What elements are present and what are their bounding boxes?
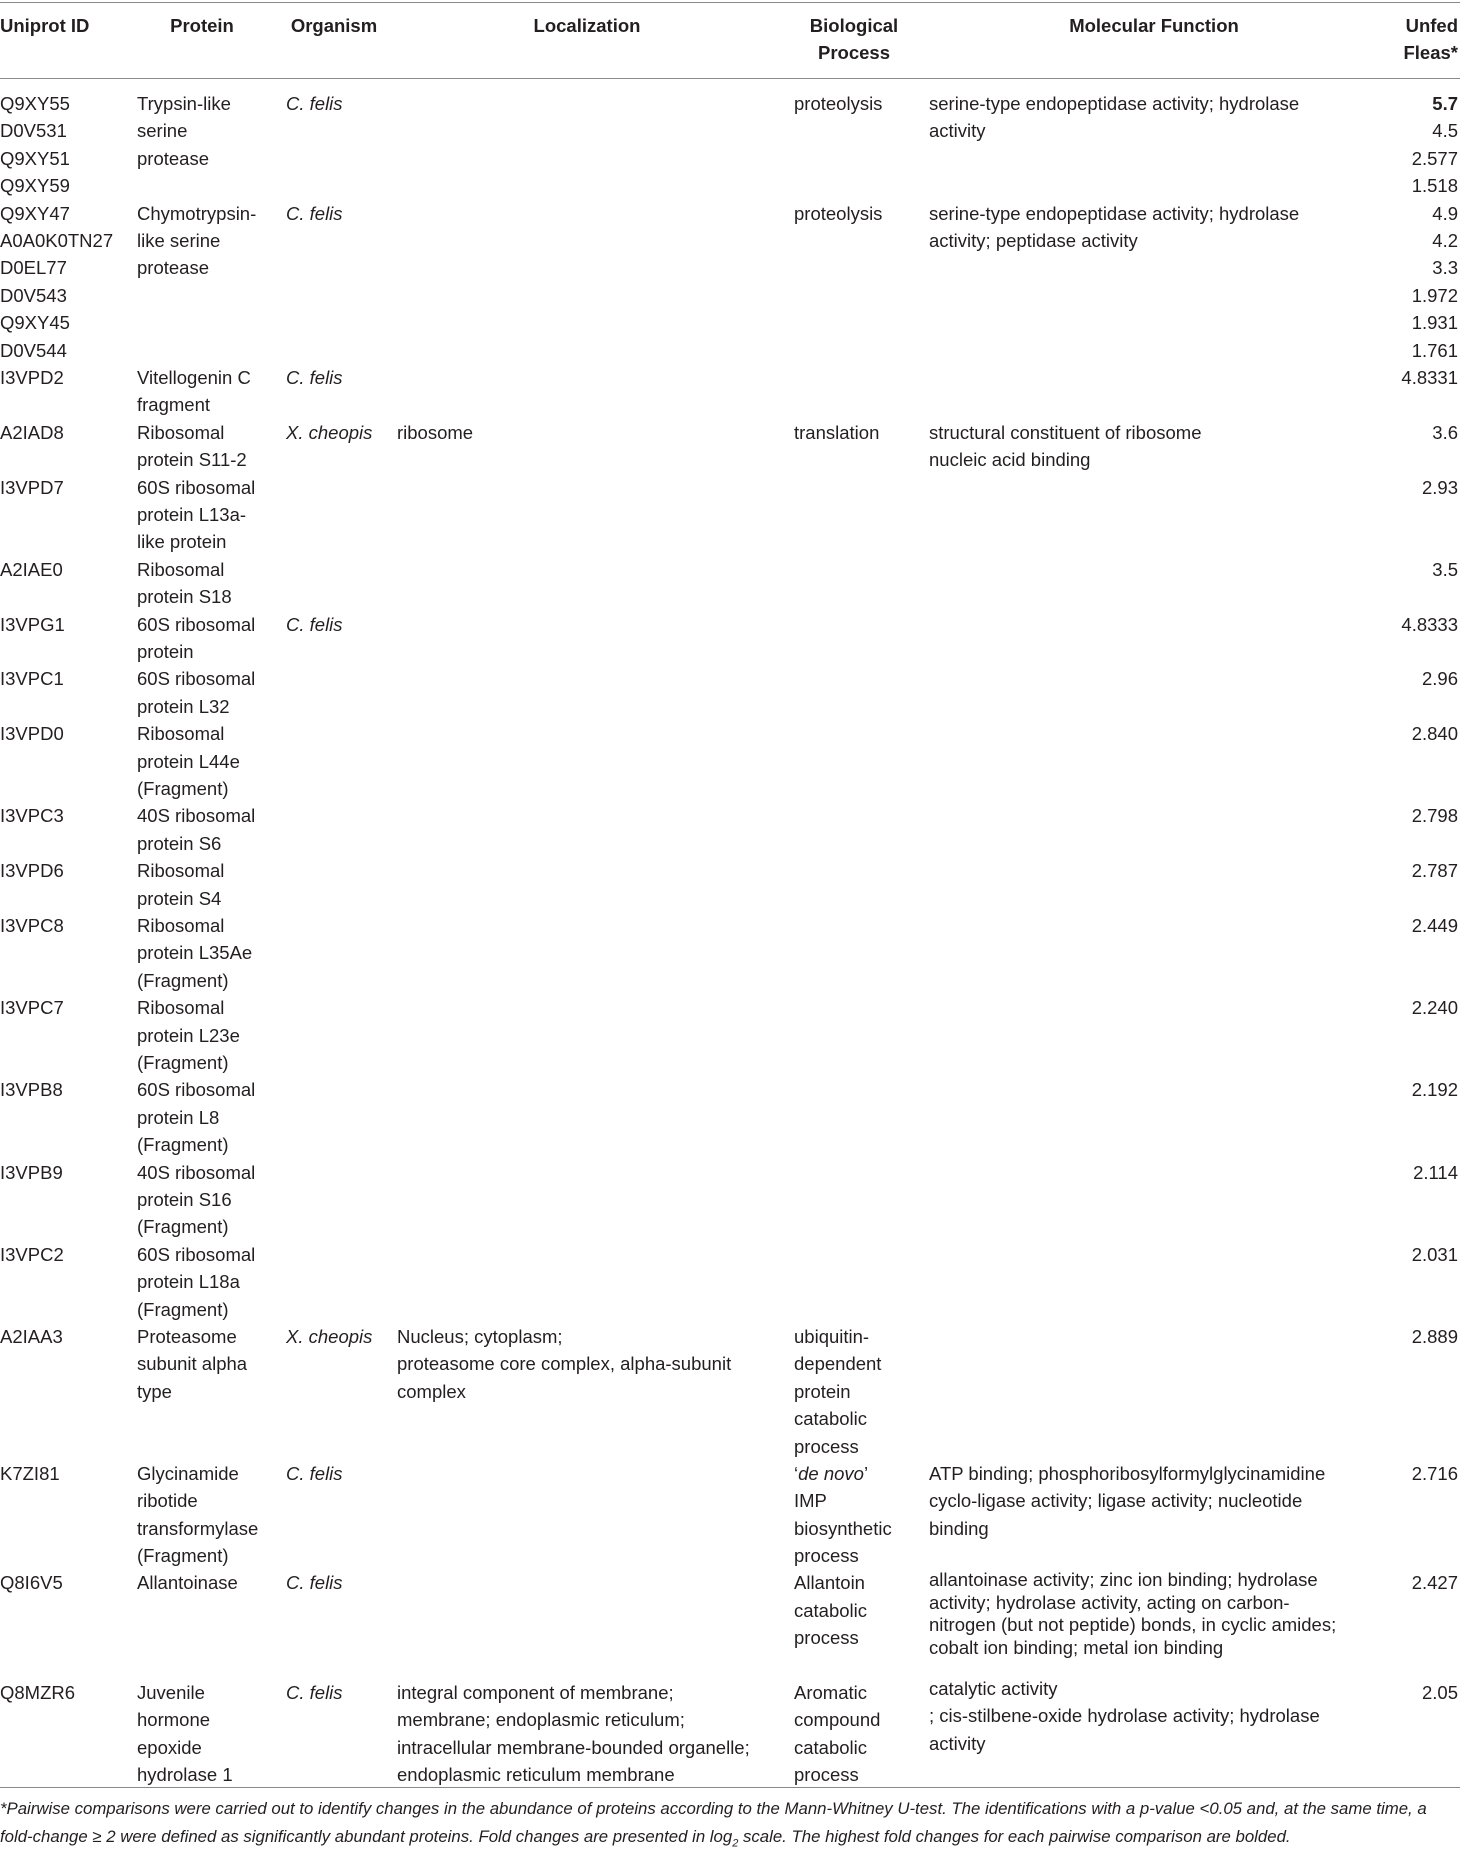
table-bottom-rule: [0, 1787, 1460, 1788]
uniprot-id: D0EL77: [0, 257, 67, 279]
protein-cell: [137, 611, 277, 666]
unfed-fleas-cell: [1348, 994, 1458, 1021]
protein-name-line: Chymotrypsin-: [137, 202, 257, 224]
uniprot-id-cell: [0, 611, 132, 638]
footnote-subscript: 2: [732, 1836, 739, 1849]
biological-process-cell: [794, 1569, 914, 1651]
protein-cell: [137, 364, 277, 419]
uniprot-id-cell: [0, 857, 132, 884]
table-row: [0, 90, 1460, 200]
uniprot-id: Q8I6V5: [0, 1572, 63, 1594]
protein-name-line: 40S ribosomal: [137, 805, 256, 827]
footnote-text: *Pairwise comparisons were carried out to identify changes in the abundance of proteins according to the Mann-Whitney U-test. The identifications with a p-value <0.05 and, at the same time, a fold-change ≥ 2 were defined as significantly abundant proteins. Fold changes are presented in log: [0, 1799, 1427, 1846]
biological-process-line: biosynthetic: [794, 1517, 892, 1539]
uniprot-id: A2IAD8: [0, 421, 64, 443]
protein-cell: [137, 556, 277, 611]
table-row: [0, 419, 1460, 474]
organism-cell: C. felis: [286, 1682, 343, 1704]
organism-cell: X. cheopis: [286, 421, 373, 443]
unfed-fleas-cell: [1348, 90, 1458, 200]
table-footnote: [0, 1795, 1458, 1850]
fold-change-value: 2.798: [1411, 805, 1458, 827]
header-uniprot-id: Uniprot ID: [0, 15, 90, 36]
uniprot-id: I3VPD0: [0, 723, 64, 745]
protein-name-line: protein L32: [137, 695, 230, 717]
protein-name-line: 40S ribosomal: [137, 1161, 256, 1183]
molecular-function-line: cobalt ion binding; metal ion binding: [929, 1636, 1224, 1658]
fold-change-value: 4.8331: [1401, 366, 1458, 388]
protein-name-line: epoxide: [137, 1736, 202, 1758]
protein-name-line: protein L35Ae: [137, 942, 253, 964]
organism-cell: X. cheopis: [286, 1325, 373, 1347]
table-row: [0, 200, 1460, 364]
fold-change-value: 4.2: [1432, 230, 1458, 251]
uniprot-id: A2IAE0: [0, 558, 63, 580]
protein-name-line: (Fragment): [137, 1545, 229, 1567]
protein-name-line: Ribosomal: [137, 914, 225, 936]
molecular-function-line: nitrogen (but not peptide) bonds, in cyclic amides;: [929, 1614, 1337, 1636]
uniprot-id: I3VPG1: [0, 613, 65, 635]
molecular-function-line: activity: [929, 120, 986, 142]
molecular-function-line: cyclo-ligase activity; ligase activity; nucleotide: [929, 1490, 1303, 1512]
protein-name-line: Ribosomal: [137, 558, 225, 580]
uniprot-id: A0A0K0TN27: [0, 230, 114, 251]
molecular-function-line: ATP binding; phosphoribosylformylglycinamidine: [929, 1462, 1326, 1484]
protein-name-line: Juvenile: [137, 1682, 205, 1704]
localization-line: complex: [397, 1380, 466, 1402]
uniprot-id: I3VPC3: [0, 805, 64, 827]
uniprot-id: I3VPB8: [0, 1079, 63, 1101]
localization-line: ribosome: [397, 421, 474, 443]
unfed-fleas-cell: [1348, 912, 1458, 939]
organism-cell: C. felis: [286, 1462, 343, 1484]
uniprot-id: Q9XY45: [0, 312, 70, 334]
fold-change-value: 2.787: [1411, 860, 1458, 882]
biological-process-line: process: [794, 1545, 859, 1567]
unfed-fleas-cell: [1348, 1241, 1458, 1268]
unfed-fleas-cell: [1348, 802, 1458, 829]
protein-name-line: 60S ribosomal: [137, 668, 256, 690]
fold-change-value: 2.96: [1421, 668, 1458, 690]
molecular-function-line: serine-type endopeptidase activity; hydrolase: [929, 93, 1300, 114]
protein-name-line: protease: [137, 147, 209, 169]
uniprot-id: Q9XY47: [0, 202, 70, 224]
protein-name-line: protein S16: [137, 1188, 232, 1210]
fold-change-value: 1.972: [1411, 284, 1458, 306]
protein-name-line: type: [137, 1380, 172, 1402]
protein-cell: [137, 1679, 277, 1789]
uniprot-id: Q9XY55: [0, 93, 70, 114]
organism-cell: C. felis: [286, 93, 343, 114]
uniprot-id: I3VPC1: [0, 668, 64, 690]
protein-name-line: 60S ribosomal: [137, 1079, 256, 1101]
fold-change-value: 2.716: [1411, 1462, 1458, 1484]
uniprot-id: Q9XY59: [0, 175, 70, 197]
uniprot-id: K7ZI81: [0, 1462, 60, 1484]
molecular-function-line: binding: [929, 1517, 989, 1539]
biological-process-cell: [794, 1323, 914, 1460]
molecular-function-line: allantoinase activity; zinc ion binding; hydrolase: [929, 1569, 1318, 1591]
protein-cell: [137, 720, 277, 802]
header-organism: Organism: [290, 15, 378, 36]
protein-name-line: (Fragment): [137, 969, 229, 991]
protein-name-line: Glycinamide: [137, 1462, 239, 1484]
protein-cell: [137, 1460, 277, 1570]
protein-name-line: (Fragment): [137, 777, 229, 799]
table-row: [0, 611, 1460, 666]
protein-name-line: (Fragment): [137, 1134, 229, 1156]
table-row: [0, 1679, 1460, 1789]
table-row: [0, 1460, 1460, 1570]
protein-name-line: Ribosomal: [137, 421, 225, 443]
protein-name-line: 60S ribosomal: [137, 476, 256, 498]
unfed-fleas-cell: [1348, 611, 1458, 638]
header-protein: Protein: [170, 15, 234, 36]
uniprot-id-cell: [0, 556, 132, 583]
biological-process-line: proteolysis: [794, 202, 883, 224]
unfed-fleas-cell: [1348, 1323, 1458, 1350]
molecular-function-line: nucleic acid binding: [929, 449, 1091, 471]
unfed-fleas-cell: [1348, 1460, 1458, 1487]
biological-process-line: translation: [794, 421, 880, 443]
protein-cell: [137, 200, 277, 282]
biological-process-line: Aromatic: [794, 1682, 867, 1704]
biological-process-line: protein: [794, 1380, 851, 1402]
fold-change-value: 4.9: [1432, 202, 1458, 224]
organism-cell: C. felis: [286, 366, 343, 388]
protein-cell: [137, 90, 277, 172]
localization-line: membrane; endoplasmic reticulum;: [397, 1709, 685, 1731]
biological-process-cell: [794, 419, 914, 446]
biological-process-line: IMP: [794, 1490, 827, 1512]
molecular-function-line: catalytic activity: [929, 1678, 1058, 1700]
unfed-fleas-cell: [1348, 1159, 1458, 1186]
uniprot-id-cell: [0, 1076, 132, 1103]
table-top-rule: [0, 2, 1460, 3]
fold-change-value: 4.5: [1432, 120, 1458, 142]
unfed-fleas-cell: [1348, 720, 1458, 747]
uniprot-id-cell: [0, 912, 132, 939]
unfed-fleas-cell: [1348, 665, 1458, 692]
protein-cell: [137, 1569, 277, 1596]
molecular-function-cell: [929, 200, 1359, 255]
biological-process-line: compound: [794, 1709, 881, 1731]
protein-name-line: Ribosomal: [137, 860, 225, 882]
biological-process-line: ‘de novo’: [794, 1462, 869, 1484]
molecular-function-line: ; cis-stilbene-oxide hydrolase activity; hydrolase: [929, 1705, 1320, 1727]
fold-change-value: 2.427: [1411, 1572, 1458, 1594]
fold-change-value: 3.6: [1432, 421, 1458, 443]
uniprot-id-cell: [0, 364, 132, 391]
uniprot-id: I3VPD7: [0, 476, 64, 498]
protein-name-line: (Fragment): [137, 1216, 229, 1238]
fold-change-value: 2.449: [1411, 914, 1458, 936]
localization-cell: [397, 1679, 777, 1789]
protein-name-line: protein S6: [137, 832, 222, 854]
protein-name-line: ribotide: [137, 1490, 198, 1512]
biological-process-cell: [794, 90, 914, 117]
uniprot-id-cell: [0, 720, 132, 747]
protein-name-line: Allantoinase: [137, 1572, 238, 1594]
protein-cell: [137, 802, 277, 857]
molecular-function-cell: [929, 1569, 1359, 1659]
uniprot-id: Q8MZR6: [0, 1682, 76, 1704]
molecular-function-cell: [929, 1460, 1359, 1542]
table-row: [0, 556, 1460, 611]
protein-name-line: (Fragment): [137, 1298, 229, 1320]
unfed-fleas-cell: [1348, 857, 1458, 884]
molecular-function-cell: [929, 419, 1359, 474]
table-row: [0, 994, 1460, 1076]
unfed-fleas-cell: [1348, 1679, 1458, 1706]
fold-change-value: 2.05: [1421, 1682, 1458, 1704]
fold-change-value: 1.518: [1411, 175, 1458, 197]
protein-name-line: protein S18: [137, 586, 232, 608]
protein-cell: [137, 1323, 277, 1405]
biological-process-line: process: [794, 1764, 859, 1786]
uniprot-id: A2IAA3: [0, 1325, 63, 1347]
biological-process-line: ubiquitin-: [794, 1325, 870, 1347]
localization-line: Nucleus; cytoplasm;: [397, 1325, 563, 1347]
fold-change-value: 2.577: [1411, 147, 1458, 169]
protein-name-line: subunit alpha: [137, 1353, 248, 1375]
localization-cell: [397, 1323, 777, 1405]
uniprot-id-cell: [0, 200, 132, 364]
fold-change-value: 3.3: [1432, 257, 1458, 279]
protein-name-line: fragment: [137, 394, 211, 416]
protein-name-line: 60S ribosomal: [137, 1243, 256, 1265]
uniprot-id: D0V531: [0, 120, 67, 142]
uniprot-id-cell: [0, 802, 132, 829]
molecular-function-line: structural constituent of ribosome: [929, 421, 1202, 443]
uniprot-id-cell: [0, 90, 132, 200]
unfed-fleas-cell: [1348, 1569, 1458, 1596]
fold-change-value: 1.761: [1411, 339, 1458, 361]
protein-cell: [137, 1159, 277, 1241]
protein-cell: [137, 1241, 277, 1323]
header-localization: Localization: [533, 15, 641, 36]
protein-name-line: Trypsin-like: [137, 93, 231, 114]
fold-change-value: 2.192: [1411, 1079, 1458, 1101]
uniprot-id-cell: [0, 1323, 132, 1350]
protein-name-line: protein L8: [137, 1106, 220, 1128]
fold-change-value: 5.7: [1432, 93, 1458, 114]
biological-process-line: catabolic: [794, 1599, 868, 1621]
protein-cell: [137, 857, 277, 912]
protein-name-line: protease: [137, 257, 209, 279]
uniprot-id: I3VPD6: [0, 860, 64, 882]
uniprot-id: I3VPC2: [0, 1243, 64, 1265]
unfed-fleas-cell: [1348, 1076, 1458, 1103]
table-row: [0, 720, 1460, 802]
uniprot-id: I3VPC8: [0, 914, 64, 936]
protein-name-line: protein S4: [137, 887, 222, 909]
protein-name-line: hydrolase 1: [137, 1764, 233, 1786]
table-row: [0, 802, 1460, 857]
table-row: [0, 1159, 1460, 1241]
uniprot-id: D0V543: [0, 284, 67, 306]
uniprot-id: D0V544: [0, 339, 67, 361]
fold-change-value: 2.840: [1411, 723, 1458, 745]
protein-name-line: (Fragment): [137, 1051, 229, 1073]
fold-change-value: 2.889: [1411, 1325, 1458, 1347]
biological-process-line: proteolysis: [794, 93, 883, 114]
uniprot-id-cell: [0, 1241, 132, 1268]
protein-name-line: hormone: [137, 1709, 211, 1731]
protein-cell: [137, 474, 277, 556]
protein-cell: [137, 912, 277, 994]
fold-change-value: 2.240: [1411, 997, 1458, 1019]
uniprot-id-cell: [0, 1679, 132, 1706]
uniprot-id: I3VPC7: [0, 997, 64, 1019]
protein-name-line: Ribosomal: [137, 997, 225, 1019]
molecular-function-line: activity; hydrolase activity, acting on carbon-: [929, 1591, 1290, 1613]
fold-change-value: 2.031: [1411, 1243, 1458, 1265]
fold-change-value: 2.93: [1421, 476, 1458, 498]
uniprot-id-cell: [0, 1569, 132, 1596]
footnote-text-end: scale. The highest fold changes for each pairwise comparison are bolded.: [738, 1826, 1291, 1846]
unfed-fleas-cell: [1348, 364, 1458, 391]
fold-change-value: 4.8333: [1401, 613, 1458, 635]
protein-name-line: protein L23e: [137, 1024, 240, 1046]
header-molecular-function: Molecular Function: [1069, 15, 1239, 36]
localization-line: intracellular membrane-bounded organelle;: [397, 1736, 750, 1758]
uniprot-id-cell: [0, 474, 132, 501]
fold-change-value: 2.114: [1413, 1161, 1458, 1183]
protein-name-line: protein: [137, 640, 194, 662]
organism-cell: C. felis: [286, 1572, 343, 1594]
protein-name-line: protein L44e: [137, 750, 240, 772]
unfed-fleas-cell: [1348, 474, 1458, 501]
protein-name-line: Proteasome: [137, 1325, 237, 1347]
table-row: [0, 1076, 1460, 1158]
molecular-function-line: activity: [929, 1732, 986, 1754]
biological-process-line: catabolic: [794, 1408, 868, 1430]
protein-name-line: like serine: [137, 230, 221, 251]
molecular-function-cell: [929, 1675, 1359, 1757]
protein-name-line: protein S11-2: [137, 449, 247, 471]
biological-process-line: catabolic: [794, 1736, 868, 1758]
table-row: [0, 1241, 1460, 1323]
localization-line: proteasome core complex, alpha-subunit: [397, 1353, 732, 1375]
fold-change-value: 1.931: [1411, 312, 1458, 334]
protein-cell: [137, 419, 277, 474]
biological-process-line: Allantoin: [794, 1572, 865, 1594]
unfed-fleas-cell: [1348, 556, 1458, 583]
uniprot-id-cell: [0, 419, 132, 446]
table-body: [0, 90, 1460, 1789]
localization-line: integral component of membrane;: [397, 1682, 674, 1704]
unfed-fleas-cell: [1348, 419, 1458, 446]
fold-change-value: 3.5: [1432, 558, 1458, 580]
table-row: [0, 857, 1460, 912]
table-row: [0, 1569, 1460, 1679]
protein-name-line: protein L13a-: [137, 503, 247, 525]
table-row: [0, 474, 1460, 556]
biological-process-cell: [794, 200, 914, 227]
localization-cell: [397, 419, 777, 446]
uniprot-id-cell: [0, 1159, 132, 1186]
protein-cell: [137, 665, 277, 720]
table-row: [0, 1323, 1460, 1460]
uniprot-id-cell: [0, 665, 132, 692]
protein-name-line: protein L18a: [137, 1271, 240, 1293]
protein-cell: [137, 994, 277, 1076]
uniprot-id-cell: [0, 994, 132, 1021]
protein-name-line: Ribosomal: [137, 723, 225, 745]
protein-name-line: serine: [137, 120, 188, 142]
biological-process-line: process: [794, 1627, 859, 1649]
header-unfed-fleas: Unfed Fleas*: [1403, 15, 1458, 64]
biological-process-cell: [794, 1460, 914, 1570]
protein-cell: [137, 1076, 277, 1158]
biological-process-cell: [794, 1679, 914, 1789]
protein-name-line: Vitellogenin C: [137, 366, 251, 388]
molecular-function-cell: [929, 90, 1359, 145]
organism-cell: C. felis: [286, 202, 343, 224]
table-row: [0, 665, 1460, 720]
protein-name-line: transformylase: [137, 1517, 259, 1539]
table-row: [0, 912, 1460, 994]
header-rule: [0, 78, 1460, 79]
molecular-function-line: activity; peptidase activity: [929, 230, 1138, 251]
header-biological-process: Biological Process: [809, 15, 899, 64]
molecular-function-line: serine-type endopeptidase activity; hydrolase: [929, 202, 1300, 224]
table-row: [0, 364, 1460, 419]
biological-process-line: process: [794, 1435, 859, 1457]
biological-process-line: dependent: [794, 1353, 882, 1375]
uniprot-id: I3VPD2: [0, 366, 64, 388]
uniprot-id: Q9XY51: [0, 147, 70, 169]
uniprot-id: I3VPB9: [0, 1161, 63, 1183]
localization-line: endoplasmic reticulum membrane: [397, 1764, 675, 1786]
protein-name-line: like protein: [137, 531, 227, 553]
uniprot-id-cell: [0, 1460, 132, 1487]
organism-cell: C. felis: [286, 613, 343, 635]
unfed-fleas-cell: [1348, 200, 1458, 364]
protein-name-line: 60S ribosomal: [137, 613, 256, 635]
